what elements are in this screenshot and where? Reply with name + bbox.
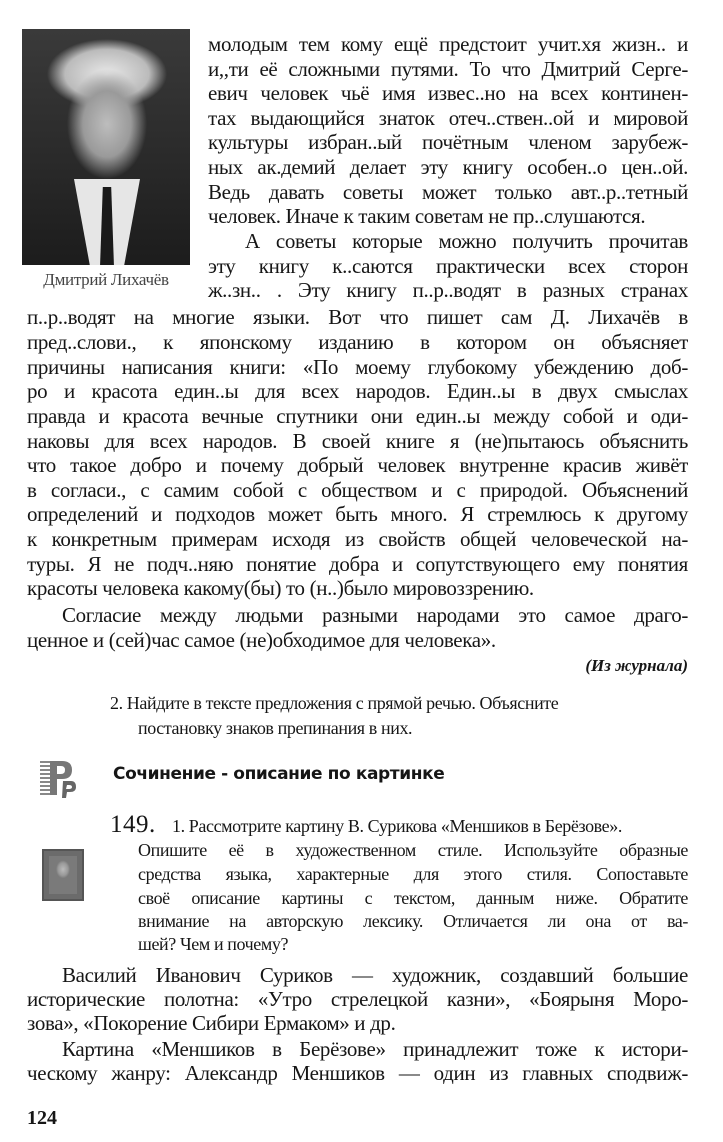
text-line: ческому жанру: Александр Меншиков — один из главных сподвиж- <box>27 1061 688 1085</box>
text-line: в согласи., с самим собой с обществом и с природой. Объяснений <box>27 478 688 502</box>
text-line: евич человек чьё имя извес..но на всех континен- <box>208 81 688 105</box>
text-line: определений и подходов может быть много. Я стремлюсь к другому <box>27 502 688 526</box>
page-number: 124 <box>27 1107 57 1129</box>
source-attribution: (Из журнала) <box>585 656 688 675</box>
exercise-line: 1. Рассмотрите картину В. Сурикова «Меншиков в Берёзове». <box>172 816 622 836</box>
text-line: молодым тем кому ещё предстоит учит.хя жизн.. и <box>208 32 688 56</box>
text-line: ж..зн.. . Эту книгу п..р..водят в разных странах <box>208 278 688 302</box>
speech-development-icon <box>40 757 80 801</box>
exercise-line: шей? Чем и почему? <box>138 934 289 954</box>
text-line: тах выдающийся знаток отеч..ствен..ой и мировой <box>208 106 688 130</box>
text-line: и,,ти её сложными путями. То что Дмитрий Серге- <box>208 57 688 81</box>
text-line: Согласие между людьми разными народами это самое драго- <box>62 603 688 627</box>
text-line: Картина «Меншиков в Берёзове» принадлежит тоже к истори- <box>62 1037 688 1061</box>
text-line: Василий Иванович Суриков — художник, создавший большие <box>62 963 688 987</box>
text-line: пред..слови., к японскому изданию в котором он объясняет <box>27 330 688 354</box>
text-line: правда и красота вечные спутники они един..ы между собой и оди- <box>27 404 688 428</box>
text-line: эту книгу к..саются практически всех сторон <box>208 254 688 278</box>
text-line: причины написания книги: «По моему глубокому убеждению доб- <box>27 355 688 379</box>
section-heading: Сочинение - описание по картинке <box>113 764 445 784</box>
text-line: ро и красота един..ы для всех народов. Един..ы в двух смыслах <box>27 379 688 403</box>
text-line: культуры избран..ый почётным членом зарубеж- <box>208 130 688 154</box>
text-line: человек. Иначе к таким советам не пр..слушаются. <box>208 204 646 228</box>
text-line: А советы которые можно получить прочитав <box>245 229 688 253</box>
exercise-line: внимание на авторскую лексику. Отличается ли она от ва- <box>138 911 688 931</box>
text-line: п..р..водят на многие языки. Вот что пишет сам Д. Лихачёв в <box>27 305 688 329</box>
text-line: ценное и (сей)час самое (не)обходимое для человека». <box>27 628 496 652</box>
task-line: постановку знаков препинания в них. <box>138 718 413 738</box>
exercise-number: 149. <box>110 811 156 838</box>
text-line: Ведь давать советы может только авт..р..тетный <box>208 180 688 204</box>
text-line: наковы для всех народов. В своей книге я (не)пытаюсь объяснить <box>27 429 688 453</box>
text-line: красоты человека какому(бы) то (н..)было мировоззрению. <box>27 576 534 600</box>
task-line: 2. Найдите в тексте предложения с прямой речью. Объясните <box>110 693 559 713</box>
painting-icon <box>42 849 84 901</box>
portrait-photo <box>22 29 190 265</box>
text-line: что такое добро и почему добрый человек внутренне красив живёт <box>27 453 688 477</box>
text-line: к конкретным примерам исходя из свойств общей человеческой на- <box>27 527 688 551</box>
text-line: туры. Я не подч..няю понятие добра и сопутствующего ему понятия <box>27 552 688 576</box>
photo-caption: Дмитрий Лихачёв <box>43 270 169 289</box>
text-line: исторические полотна: «Утро стрелецкой казни», «Боярыня Моро- <box>27 987 688 1011</box>
exercise-line: Опишите её в художественном стиле. Используйте образные <box>138 840 688 860</box>
exercise-line: средства языка, характерные для этого стиля. Сопоставьте <box>138 864 688 884</box>
rp-glyph-icon <box>46 757 76 799</box>
text-line: ных ак.демий делает эту книгу особен..о цен..ой. <box>208 155 688 179</box>
exercise-line: своё описание картины с текстом, данным ниже. Обратите <box>138 888 688 908</box>
text-line: зова», «Покорение Сибири Ермаком» и др. <box>27 1011 396 1035</box>
